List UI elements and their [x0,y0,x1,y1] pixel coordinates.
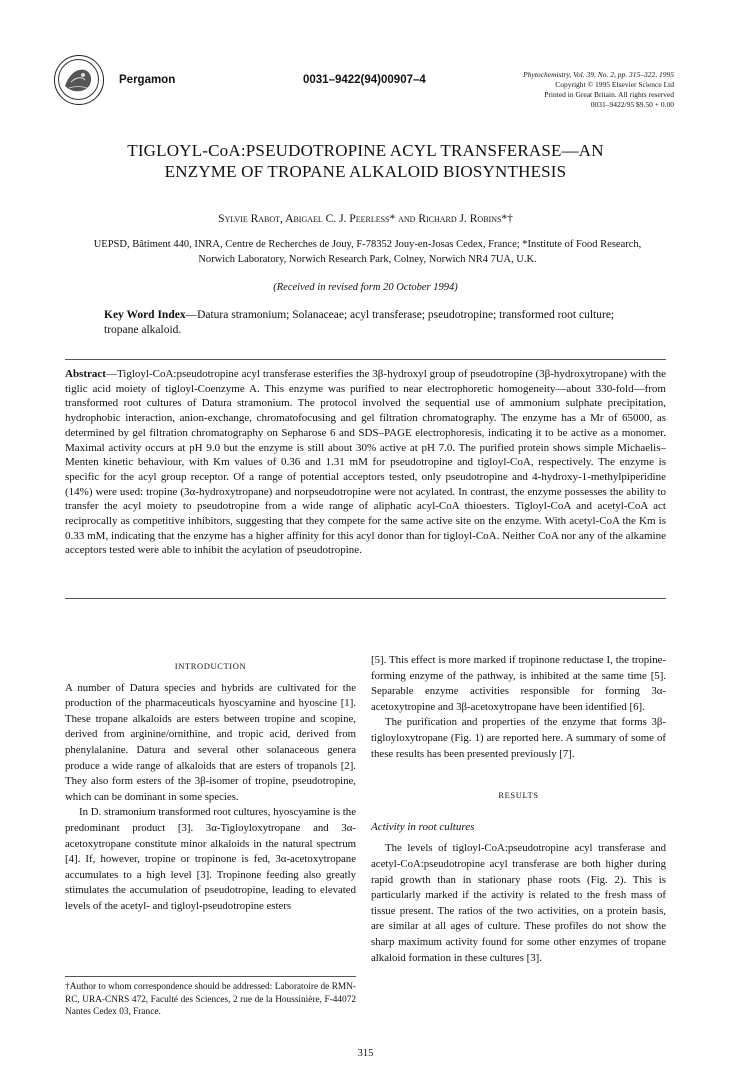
journal-info [523,70,674,110]
publisher-name: Pergamon [119,74,176,86]
affiliation [70,238,665,267]
affiliation-line-1: UEPSD, Bâtiment 440, INRA, Centre de Recherches de Jouy, F-78352 Jouy-en-Josas Cedex, France; *Institute of Food Research, [93,239,642,250]
article-code: 0031–9422(94)00907–4 [303,74,426,86]
abstract-text: —Tigloyl-CoA:pseudotropine acyl transferase esterifies the 3β-hydroxyl group of pseudotropine (3β-hydroxytropane) with the tiglic acid moiety of tigloyl-Coenzyme A. This enzyme was purified to near electrophoretic homogeneity—about 330-fold—from transformed root cultures of Datura stramonium. The protocol involved the sequential use of ammonium sulphate precipitation, hydrophobic interaction, anion-exchange, chromatofocusing and gel filtration chromatography. The enzyme has a Mr of 65000, as determined by gel filtration chromatography on Sepharose 6 and SDS–PAGE electrophoresis, indicating it to be active as a monomer. Maximal activity occurs at pH 9.0 but the enzyme is still about 30% active at pH 7.0. The purified protein shows simple Michaelis–Menten kinetic behaviour, with Km values of 0.36 and 1.31 mM for pseudotropine and tigloyl-CoA, respectively. The enzyme is specific for the acyl group receptor. Of a range of potential acceptors tested, only pseudotropine and 4-hydroxy-1-methylpiperidine (14%) were used: tropine (3α-hydroxytropane) and norpseudotropine were not acylated. In contrast, the enzyme possesses the ability to transfer the acyl moiety to pseudotropine from a wide range of aliphatic acyl-CoA thioesters. Tigloyl-CoA and acetyl-CoA act reciprocally as competitive inhibitors, suggesting that they compete for the same active site on the enzyme. With acetyl-CoA the Km is 0.33 mM, indicating that the enzyme has a higher affinity for this acyl donor than for tigloyl-CoA. Neither CoA nor any of the alkamine acceptors tested were able to inhibit the acylation of pseudotropine. [65,368,666,557]
intro-paragraph-3: [5]. This effect is more marked if tropinone reductase I, the tropine-forming enzyme of the pathway, is inhibited at the same time [5]. Separable enzyme activities responsible for forming 3α-acetoxytropine and 3β-acetoxytropane have been identified [6]. [371,654,666,713]
affiliation-line-2: Norwich Laboratory, Norwich Research Park, Colney, Norwich NR4 7UA, U.K. [198,253,537,265]
keywords [104,308,634,338]
abstract-label: Abstract [65,368,106,380]
abstract-top-rule [65,359,666,360]
page-number: 315 [357,1048,374,1059]
abstract [65,367,666,558]
right-column [371,653,666,966]
results-paragraph-1: The levels of tigloyl-CoA:pseudotropine acyl transferase and acetyl-CoA:pseudotropine acyl transferase are both higher during rapid growth than in stationary phase roots (Fig. 2). This is particularly marked if the activity is related to the fresh mass of tissue present. The ratios of the two activities, on a protein basis, are similar at all ages of culture. These profiles do not show the sharp maximum activity found for some other enzymes of tropane alkaloid formation in these cultures [3]. [371,842,666,964]
intro-paragraph-2: In D. stramonium transformed root cultures, hyoscyamine is the predominant product [3]. 3α-Tigloyloxytropane and 3α-acetoxytropane constitute minor alkaloids in the natural spectrum [4]. If, however, tropine or tropinone is fed, 3α-acetoxytropane accumulates to a high level [3]. Tropinone feeding also greatly stimulates the accumulation of pseudotropine, leading to elevated levels of the acetyl- and tigloyl-pseudotropine esters [65,806,356,912]
journal-citation: Phytochemistry, Vol. 39, No. 2, pp. 315–322, 1995 [523,70,674,79]
received-date: (Received in revised form 20 October 1994) [273,282,458,293]
abstract-bottom-rule [65,598,666,599]
printed-in: Printed in Great Britain. All rights reserved [544,90,674,99]
footnote: †Author to whom correspondence should be addressed: Laboratoire de RMN-RC, URA-CNRS 472, Faculté des Sciences, 2 rue de la Houssinière, F-44072 Nantes Cedex 03, France. [65,982,356,1017]
publisher-logo [54,55,104,105]
keywords-text: —Datura stramonium; Solanaceae; acyl transferase; pseudotropine; transformed root culture; tropane alkaloid. [104,309,615,336]
results-subheading: Activity in root cultures [371,820,475,833]
keywords-label: Key Word Index [104,309,186,321]
left-column [65,659,356,915]
footnote-rule [65,976,356,977]
intro-paragraph-1: A number of Datura species and hybrids are cultivated for the production of the pharmaceuticals hyoscyamine and hyoscine [1]. These tropane alkaloids are esters between tropine and scopine, derived from arginine/ornithine, and tropic acid, derived from phenylalanine. Datura and several other solanaceous genera produce a wide range of alkaloids that are esters of tropanols [2]. They also form esters of the 3β-isomer of tropine, pseudotropine, which can be dominant in some species. [65,681,356,803]
authors: Sylvie Rabot, Abigael C. J. Peerless* and Richard J. Robins*† [218,213,513,225]
issn-price: 0031–9422/95 $9.50 + 0.00 [590,100,674,109]
tree-emblem-icon [55,56,102,103]
introduction-heading: INTRODUCTION [174,661,247,671]
paper-title [0,140,731,182]
intro-paragraph-4: The purification and properties of the enzyme that forms 3β-tigloyloxytropane (Fig. 1) are reported here. A summary of some of these results has been presented previously [7]. [371,716,666,760]
title-line-2: ENZYME OF TROPANE ALKALOID BIOSYNTHESIS [164,162,567,181]
title-line-1: TIGLOYL-CoA:PSEUDOTROPINE ACYL TRANSFERASE—AN [127,141,604,160]
copyright: Copyright © 1995 Elsevier Science Ltd [555,80,674,89]
results-heading: RESULTS [498,790,539,801]
